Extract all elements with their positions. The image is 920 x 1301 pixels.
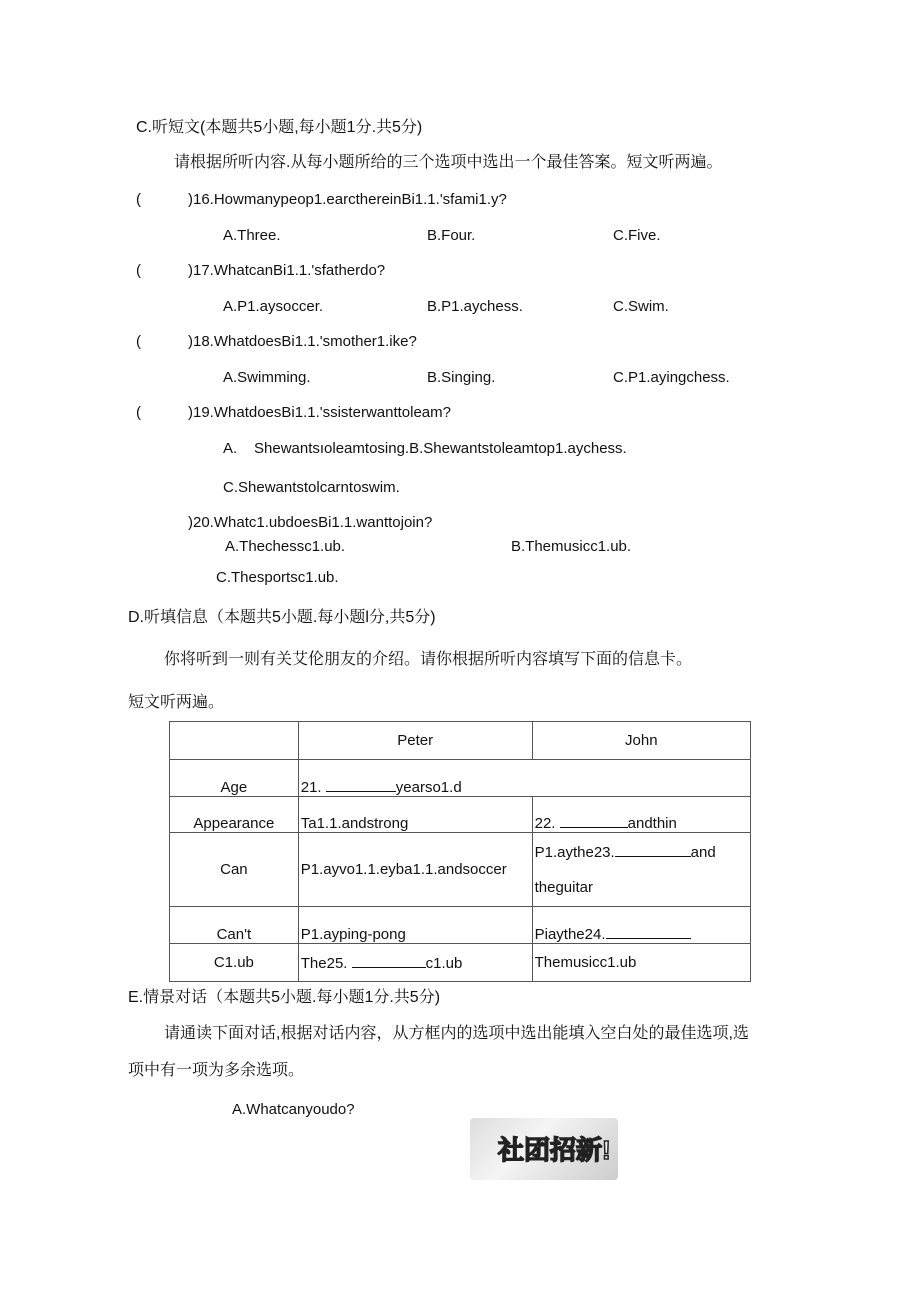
q20-option-a: A.Thechessc1.ub. — [225, 538, 346, 555]
row-label-age: Age — [170, 760, 299, 797]
q17-option-c: C.Swim. — [613, 298, 669, 315]
section-e-instruction-2: 项中有一项为多余选项。 — [128, 1062, 305, 1079]
section-d-instruction-2: 短文听两遍。 — [128, 694, 225, 711]
q20: )20.Whatc1.ubdoesBi1.1.wanttojoin? — [188, 514, 433, 531]
option-a: A.Whatcanyoudo? — [232, 1101, 355, 1118]
header-empty — [170, 722, 299, 760]
q17-option-a: A.P1.aysoccer. — [223, 298, 324, 315]
q18-option-b: B.Singing. — [427, 369, 496, 386]
q16: )16.Howmanypeop1.earcthereinBi1.1.'sfami1.y? — [188, 191, 507, 208]
peter-cant: P1.ayping-pong — [298, 907, 532, 944]
q22-number: 22. — [534, 815, 556, 832]
john-appearance — [532, 797, 750, 833]
club-recruitment-image — [470, 1118, 618, 1180]
q18-option-a: A.Swimming. — [223, 369, 311, 386]
club-suffix: c1.ub — [425, 955, 463, 972]
q24-blank[interactable] — [606, 924, 691, 939]
section-c-instruction: 请根据所听内容.从每小题所给的三个选项中选出一个最佳答案。短文听两遍。 — [174, 154, 723, 171]
q16-option-c: C.Five. — [613, 227, 661, 244]
section-d-instruction: 你将听到一则有关艾伦朋友的介绍。请你根据所听内容填写下面的信息卡。 — [164, 651, 693, 668]
section-e-instruction: 请通读下面对话,根据对话内容，从方框内的选项中选出能填入空白处的最佳选项,选 — [164, 1025, 749, 1042]
q23-blank[interactable] — [615, 842, 691, 857]
section-d-title: D.听填信息（本题共5小题.每小题l分,共5分) — [128, 609, 436, 626]
peter-appearance: Ta1.1.andstrong — [298, 797, 532, 833]
q19-paren: ( — [136, 404, 141, 421]
q16-option-a: A.Three. — [223, 227, 281, 244]
john-cant — [532, 907, 750, 944]
header-john: John — [532, 722, 750, 760]
section-c-title: C.听短文(本题共5小题,每小题1分.共5分) — [136, 119, 423, 136]
q17: )17.WhatcanBi1.1.'sfatherdo? — [188, 262, 386, 279]
q18-option-c: C.P1.ayingchess. — [613, 369, 730, 386]
q20-option-b: B.Themusicc1.ub. — [511, 538, 632, 555]
q19-option-ab: Shewantsıoleamtosing.B.Shewantstoleamtop1.aychess. — [254, 440, 627, 457]
john-can — [532, 833, 750, 907]
q19: )19.WhatdoesBi1.1.'ssisterwanttoleam? — [188, 404, 451, 421]
q23-number: P1.aythe23. — [534, 843, 615, 861]
row-label-can: Can — [170, 833, 299, 907]
peter-can: P1.ayvo1.1.eyba1.1.andsoccer — [298, 833, 532, 907]
section-e-title: E.情景对话（本题共5小题.每小题1分.共5分) — [128, 989, 441, 1006]
can-line-2: theguitar — [534, 878, 593, 896]
q17-option-b: B.P1.aychess. — [427, 298, 523, 315]
peter-club — [298, 944, 532, 982]
q24-number: Piaythe24. — [534, 926, 606, 943]
q21-blank[interactable] — [326, 777, 396, 792]
age-cell — [298, 760, 750, 797]
row-label-appearance: Appearance — [170, 797, 299, 833]
q19-option-c: C.Shewantstolcarntoswim. — [223, 479, 400, 496]
q22-blank[interactable] — [560, 813, 628, 828]
info-card-table — [169, 721, 751, 982]
row-label-club: C1.ub — [170, 944, 299, 982]
row-label-cant: Can't — [170, 907, 299, 944]
club-recruitment-text: 社团招新! — [498, 1135, 611, 1165]
q20-option-c: C.Thesportsc1.ub. — [216, 569, 339, 586]
q16-option-b: B.Four. — [427, 227, 476, 244]
q16-paren: ( — [136, 191, 141, 208]
q21-number: 21. — [300, 779, 322, 796]
header-peter: Peter — [298, 722, 532, 760]
q17-paren: ( — [136, 262, 141, 279]
appearance-suffix: andthin — [627, 815, 677, 832]
q18: )18.WhatdoesBi1.1.'smother1.ike? — [188, 333, 417, 350]
q18-paren: ( — [136, 333, 141, 350]
john-club: Themusicc1.ub — [532, 944, 750, 982]
age-suffix: yearso1.d — [395, 779, 462, 796]
q19-option-a-label: A. — [223, 440, 238, 457]
q25-blank[interactable] — [352, 953, 426, 968]
can-suffix: and — [690, 843, 716, 861]
q25-number: The25. — [300, 955, 348, 972]
